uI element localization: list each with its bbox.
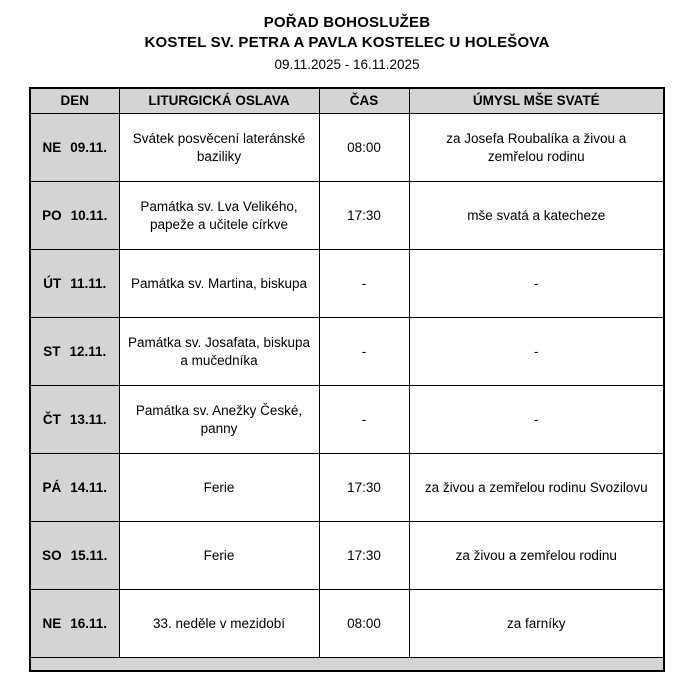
day-abbr: ST [43, 343, 61, 359]
intention-cell: - [409, 250, 664, 318]
date-range: 09.11.2025 - 16.11.2025 [274, 57, 420, 72]
church-name: KOSTEL SV. PETRA A PAVLA KOSTELEC U HOLEŠOVA [144, 33, 550, 51]
intention-cell: - [409, 318, 664, 386]
day-cell [30, 454, 119, 522]
day-cell [30, 114, 119, 182]
day-abbr: PÁ [42, 479, 62, 495]
day-cell [30, 522, 119, 590]
column-header-time: ČAS [319, 88, 409, 114]
day-cell [30, 250, 119, 318]
day-abbr: ČT [42, 411, 61, 427]
table-row [30, 522, 664, 590]
footer-strip-cell [30, 658, 664, 671]
column-header-intention: ÚMYSL MŠE SVATÉ [409, 88, 664, 114]
celebration-cell: Památka sv. Martina, biskupa [119, 250, 319, 318]
day-date: 10.11. [70, 207, 108, 223]
day-date: 15.11. [70, 547, 108, 563]
time-cell: 17:30 [319, 454, 409, 522]
table-row [30, 590, 664, 658]
celebration-cell: Památka sv. Anežky České, panny [119, 386, 319, 454]
day-cell [30, 182, 119, 250]
day-cell [30, 386, 119, 454]
intention-cell: za Josefa Roubalíka a živou a zemřelou rodinu [409, 114, 664, 182]
document-header [0, 0, 694, 72]
celebration-cell: 33. neděle v mezidobí [119, 590, 319, 658]
time-cell: - [319, 386, 409, 454]
time-cell: 17:30 [319, 522, 409, 590]
day-date: 14.11. [70, 479, 108, 495]
time-cell: - [319, 318, 409, 386]
table-row [30, 250, 664, 318]
day-date: 13.11. [69, 411, 107, 427]
day-abbr: NE [42, 615, 62, 631]
celebration-cell: Památka sv. Lva Velikého, papeže a učitele církve [119, 182, 319, 250]
day-date: 16.11. [70, 615, 108, 631]
column-header-celebration: LITURGICKÁ OSLAVA [119, 88, 319, 114]
table-row [30, 454, 664, 522]
document-title: POŘAD BOHOSLUŽEB [263, 14, 431, 31]
time-cell: 08:00 [319, 114, 409, 182]
table-header-row [30, 88, 664, 114]
intention-cell: za živou a zemřelou rodinu Svozilovu [409, 454, 664, 522]
intention-cell: za živou a zemřelou rodinu [409, 522, 664, 590]
day-cell [30, 590, 119, 658]
celebration-cell: Svátek posvěcení lateránské baziliky [119, 114, 319, 182]
day-abbr: NE [42, 139, 62, 155]
day-date: 09.11. [70, 139, 108, 155]
day-abbr: SO [42, 547, 62, 563]
table-row [30, 318, 664, 386]
day-date: 12.11. [69, 343, 107, 359]
time-cell: 08:00 [319, 590, 409, 658]
day-date: 11.11. [70, 275, 107, 291]
day-abbr: PO [42, 207, 62, 223]
time-cell: - [319, 250, 409, 318]
schedule-table [29, 87, 665, 672]
celebration-cell: Ferie [119, 454, 319, 522]
table-row [30, 182, 664, 250]
celebration-cell: Památka sv. Josafata, biskupa a mučedníka [119, 318, 319, 386]
intention-cell: za farníky [409, 590, 664, 658]
intention-cell: mše svatá a katecheze [409, 182, 664, 250]
day-abbr: ÚT [43, 275, 62, 291]
intention-cell: - [409, 386, 664, 454]
celebration-cell: Ferie [119, 522, 319, 590]
day-cell [30, 318, 119, 386]
column-header-den: DEN [30, 88, 119, 114]
time-cell: 17:30 [319, 182, 409, 250]
table-row [30, 114, 664, 182]
table-footer-strip [30, 658, 664, 671]
table-row [30, 386, 664, 454]
